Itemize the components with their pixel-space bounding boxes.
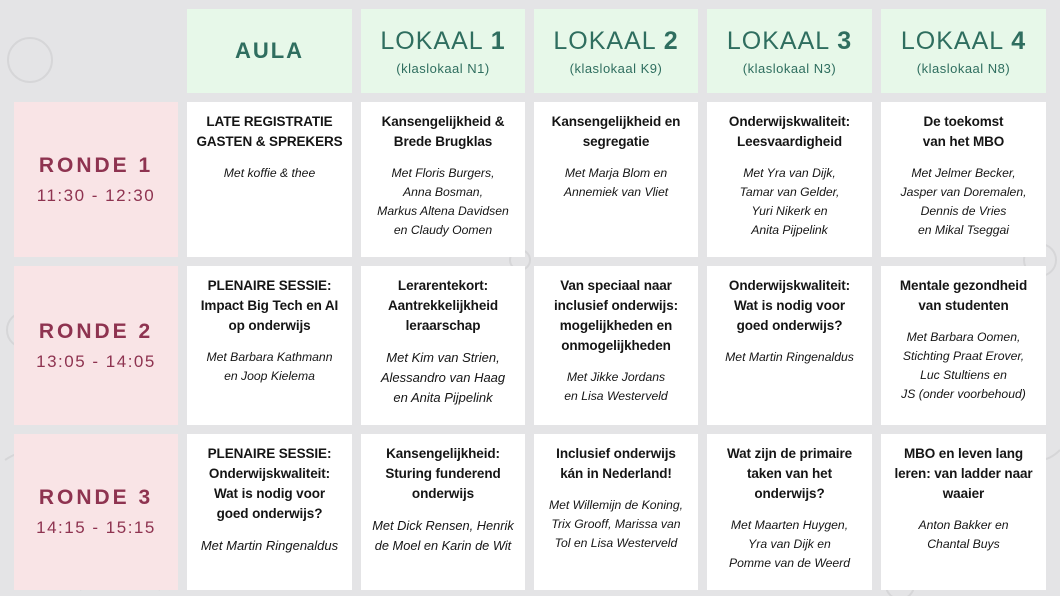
column-header-subtitle: (klaslokaal N3) bbox=[742, 60, 837, 76]
session-speakers: Met koffie & thee bbox=[223, 166, 316, 180]
session-title: Lerarentekort: Aantrekkelijkheid leraarschap bbox=[387, 278, 499, 333]
session-speakers: Met Floris Burgers, Anna Bosman, Markus Altena Davidsen en Claudy Oomen bbox=[377, 166, 509, 237]
session-title: De toekomst van het MBO bbox=[922, 114, 1005, 149]
session-speakers: Met Willemijn de Koning, Trix Grooff, Marissa van Tol en Lisa Westerveld bbox=[548, 498, 683, 550]
session-speakers: Met Dick Rensen, Henrik de Moel en Karin de Wit bbox=[372, 518, 514, 553]
session-speakers: Met Jelmer Becker, Jasper van Doremalen, Dennis de Vries en Mikal Tseggai bbox=[900, 166, 1027, 237]
column-header-lokaal-3 bbox=[707, 9, 872, 93]
session-r1-lokaal-4 bbox=[881, 102, 1046, 257]
session-title: Onderwijskwaliteit: Wat is nodig voor goed onderwijs? bbox=[728, 278, 851, 333]
session-r3-lokaal-2 bbox=[534, 434, 698, 590]
round-time: 14:15 - 15:15 bbox=[36, 518, 156, 537]
session-r2-lokaal-3 bbox=[707, 266, 872, 425]
session-r3-lokaal-3 bbox=[707, 434, 872, 590]
round-time: 13:05 - 14:05 bbox=[36, 351, 156, 371]
session-r2-lokaal-2 bbox=[534, 266, 698, 425]
session-title: LATE REGISTRATIE GASTEN & SPREKERS bbox=[196, 114, 343, 149]
session-r3-lokaal-4 bbox=[881, 434, 1046, 590]
column-header-aula bbox=[187, 9, 352, 93]
session-title: MBO en leven lang leren: van ladder naar waaier bbox=[894, 446, 1033, 501]
session-r1-aula bbox=[187, 102, 352, 257]
column-header-lokaal-4 bbox=[881, 9, 1046, 93]
column-header-subtitle: (klaslokaal N8) bbox=[916, 60, 1011, 76]
session-r1-lokaal-2 bbox=[534, 102, 698, 257]
session-speakers: Met Barbara Kathmann en Joop Kielema bbox=[206, 350, 333, 383]
column-header-title: LOKAAL 2 bbox=[553, 26, 679, 55]
session-title: Mentale gezondheid van studenten bbox=[899, 278, 1028, 313]
column-header-lokaal-1 bbox=[361, 9, 525, 93]
session-title: Onderwijskwaliteit: Leesvaardigheid bbox=[728, 114, 851, 149]
session-title: Kansengelijkheid en segregatie bbox=[551, 114, 681, 149]
round-name: RONDE 1 bbox=[38, 153, 154, 177]
column-header-title: LOKAAL 1 bbox=[380, 26, 506, 55]
column-header-title: LOKAAL 3 bbox=[726, 26, 853, 55]
column-header-title: AULA bbox=[234, 38, 305, 63]
column-header-lokaal-2 bbox=[534, 9, 698, 93]
session-title: PLENAIRE SESSIE: Impact Big Tech en AI op onderwijs bbox=[200, 278, 339, 333]
session-r2-lokaal-4 bbox=[881, 266, 1046, 425]
session-title: Wat zijn de primaire taken van het onderwijs? bbox=[726, 446, 853, 501]
session-r2-lokaal-1 bbox=[361, 266, 525, 425]
session-title: Van speciaal naar inclusief onderwijs: mogelijkheden en onmogelijkheden bbox=[553, 278, 679, 353]
column-header-title: LOKAAL 4 bbox=[900, 26, 1027, 55]
round-name: RONDE 3 bbox=[38, 486, 154, 509]
session-speakers: Met Jikke Jordans en Lisa Westerveld bbox=[564, 370, 668, 403]
round-name: RONDE 2 bbox=[38, 319, 154, 343]
session-speakers: Met Maarten Huygen, Yra van Dijk en Pomme van de Weerd bbox=[728, 518, 851, 570]
session-r1-lokaal-1 bbox=[361, 102, 525, 257]
session-r1-lokaal-3 bbox=[707, 102, 872, 257]
round-time: 11:30 - 12:30 bbox=[36, 185, 156, 205]
column-header-subtitle: (klaslokaal K9) bbox=[569, 60, 663, 76]
round-3-label bbox=[14, 434, 178, 590]
session-speakers: Met Martin Ringenaldus bbox=[200, 538, 339, 553]
column-header-subtitle: (klaslokaal N1) bbox=[396, 60, 490, 76]
session-speakers: Met Marja Blom en Annemiek van Vliet bbox=[563, 166, 669, 199]
session-speakers: Met Yra van Dijk, Tamar van Gelder, Yuri Nikerk en Anita Pijpelink bbox=[739, 166, 840, 237]
session-speakers: Met Kim van Strien, Alessandro van Haag en Anita Pijpelink bbox=[380, 350, 506, 405]
session-speakers: Met Barbara Oomen, Stichting Praat Erover, Luc Stultiens en JS (onder voorbehoud) bbox=[901, 330, 1026, 401]
session-title: Kansengelijkheid & Brede Brugklas bbox=[381, 114, 505, 149]
session-r2-aula bbox=[187, 266, 352, 425]
session-title: Inclusief onderwijs kán in Nederland! bbox=[556, 446, 676, 481]
session-speakers: Met Martin Ringenaldus bbox=[725, 350, 854, 364]
round-1-label bbox=[14, 102, 178, 257]
session-speakers: Anton Bakker en Chantal Buys bbox=[918, 518, 1009, 551]
session-r3-aula bbox=[187, 434, 352, 590]
session-title: PLENAIRE SESSIE: Onderwijskwaliteit: Wat is nodig voor goed onderwijs? bbox=[207, 446, 332, 521]
session-title: Kansengelijkheid: Sturing funderend onderwijs bbox=[385, 446, 501, 501]
session-r3-lokaal-1 bbox=[361, 434, 525, 590]
round-2-label bbox=[14, 266, 178, 425]
